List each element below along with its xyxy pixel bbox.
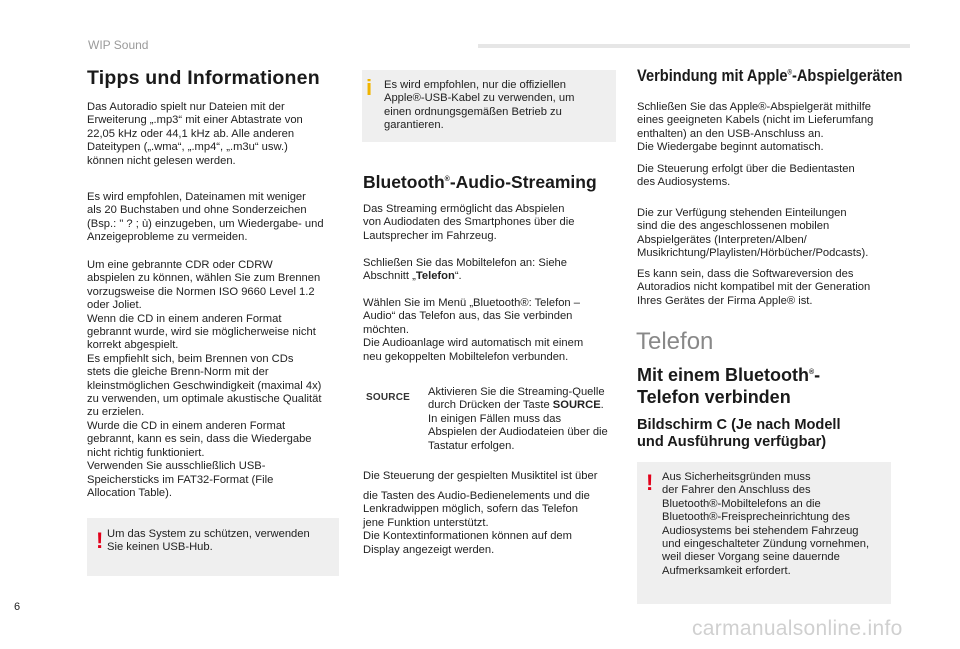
apple-paragraph-4: Es kann sein, dass die Softwareversion des Autoradios nicht kompatibel mit der Generation Ihres Gerätes der Firma Apple® ist. xyxy=(637,268,871,307)
streaming-paragraph-2-end: “. xyxy=(454,270,462,283)
source-instruction-text: Aktivieren Sie die Streaming-Quelle durch Drücken der Taste xyxy=(428,386,605,412)
streaming-paragraph-5: die Tasten des Audio-Bedienelements und die Lenkradwippen möglich, sofern das Telefon jene Funktion unterstützt. Die Kontextinformationen können auf dem Display angezeigt werden. xyxy=(363,490,590,556)
bluetooth-phone-subtitle: Mit einem Bluetooth®- Telefon verbinden xyxy=(637,365,821,407)
source-instruction-end: . In einigen Fällen muss das Abspielen der Audiodateien über die Tastatur erfolgen. xyxy=(428,399,608,452)
page-number: 6 xyxy=(14,601,21,613)
bluetooth-streaming-title: Bluetooth®-Audio-Streaming xyxy=(363,172,597,192)
safety-warning-box xyxy=(637,462,891,604)
source-button-icon: SOURCE xyxy=(366,392,410,403)
tips-paragraph-1: Das Autoradio spielt nur Dateien mit der Erweiterung „.mp3“ mit einer Abtastrate von 22,05 kHz oder 44,1 kHz ab. Alle anderen Dateitypen („.wma“, „.mp4“, „.m3u“ usw.) können nicht gelesen werden. xyxy=(87,101,303,167)
apple-cable-info-text: Es wird empfohlen, nur die offiziellen Apple®-USB-Kabel zu verwenden, um einen ordnungsgemäßen Betrieb zu garantieren. xyxy=(384,79,575,132)
warning-exclamation-icon: ! xyxy=(646,470,654,495)
telefon-section-link[interactable]: Telefon xyxy=(415,270,455,283)
apple-paragraph-2: Die Steuerung erfolgt über die Bedientasten des Audiosystems. xyxy=(637,163,855,189)
streaming-paragraph-3: Wählen Sie im Menü „Bluetooth®: Telefon – Audio“ das Telefon aus, das Sie verbinden möchten. Die Audioanlage wird automatisch mit einem neu gekoppelten Mobiltelefon verbunden. xyxy=(363,297,584,363)
apple-paragraph-3: Die zur Verfügung stehenden Einteilungen sind die des angeschlossenen mobilen Abspielgerätes (Interpreten/Alben/ Musikrichtung/Playlisten/Hörbücher/Podcasts). xyxy=(637,207,869,260)
streaming-paragraph-2-text: Schließen Sie das Mobiltelefon an: Siehe Abschnitt „ xyxy=(363,257,567,283)
usb-hub-warning-text: Um das System zu schützen, verwenden Sie keinen USB-Hub. xyxy=(107,528,310,554)
info-i-icon: i xyxy=(366,75,373,100)
apple-connection-title: Verbindung mit Apple®-Abspielgeräten xyxy=(637,66,903,85)
tips-title: Tipps und Informationen xyxy=(87,67,320,89)
screen-c-subtitle: Bildschirm C (Je nach Modell und Ausführung verfügbar) xyxy=(637,417,841,450)
source-key-label: SOURCE xyxy=(552,399,601,412)
telefon-section-title: Telefon xyxy=(636,328,714,355)
watermark: carmanualsonline.info xyxy=(692,617,903,640)
streaming-paragraph-1: Das Streaming ermöglicht das Abspielen von Audiodaten des Smartphones über die Lautsprecher im Fahrzeug. xyxy=(363,203,575,242)
apple-paragraph-1: Schließen Sie das Apple®-Abspielgerät mithilfe eines geeigneten Kabels (nicht im Lieferumfang enthalten) an den USB-Anschluss an. Die Wiedergabe beginnt automatisch. xyxy=(637,101,874,154)
tips-paragraph-3: Um eine gebrannte CDR oder CDRW abspielen zu können, wählen Sie zum Brennen vorzugsweise die Normen ISO 9660 Level 1.2 oder Joliet. Wenn die CD in einem anderen Format gebrannt wurde, wird sie möglicherweise nicht korrekt abgespielt. Es empfiehlt sich, beim Brennen von CDs stets die gleiche Brenn-Norm mit der kleinstmöglichen Geschwindigkeit (maximal 4x) zu verwenden, um optimale akustische Qualität zu erzielen. Wurde die CD in einem anderen Format gebrannt, kann es sein, dass die Wiedergabe nicht richtig funktioniert. Verwenden Sie ausschließlich USB- Speichersticks im FAT32-Format (File Allocation Table). xyxy=(87,259,322,499)
source-instruction xyxy=(428,386,618,453)
tips-paragraph-2: Es wird empfohlen, Dateinamen mit weniger als 20 Buchstaben und ohne Sonderzeichen (Bsp.: " ? ; ù) einzugeben, um Wiedergabe- und Anzeigeprobleme zu vermeiden. xyxy=(87,191,324,244)
usb-hub-warning-box xyxy=(87,518,339,576)
section-label: WIP Sound xyxy=(88,38,149,52)
streaming-paragraph-2 xyxy=(363,257,618,284)
streaming-paragraph-4: Die Steuerung der gespielten Musiktitel ist über xyxy=(363,470,598,482)
warning-exclamation-icon: ! xyxy=(96,528,104,553)
apple-cable-info-box xyxy=(362,70,616,142)
header-divider xyxy=(478,44,910,48)
safety-warning-text: Aus Sicherheitsgründen muss der Fahrer den Anschluss des Bluetooth®-Mobiltelefons an die Bluetooth®-Freisprecheinrichtung des Audiosystems bei stehendem Fahrzeug und eingeschalteter Zündung vornehmen, weil dieser Vorgang seine dauernde Aufmerksamkeit erfordert. xyxy=(662,471,870,577)
